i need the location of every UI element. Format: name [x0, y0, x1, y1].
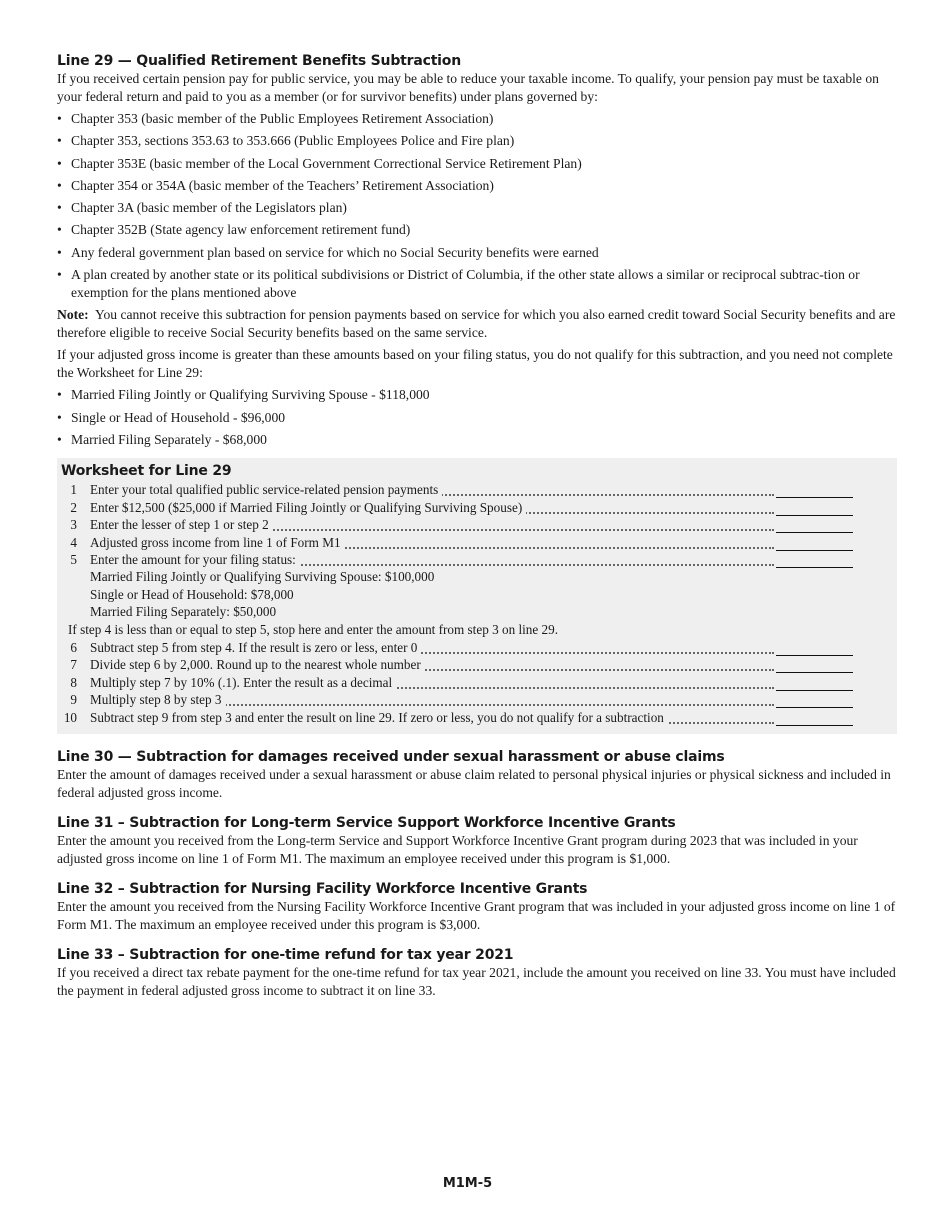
list-item: • Chapter 353, sections 353.63 to 353.666 (Public Employees Police and Fire plan)	[57, 132, 897, 150]
step-number: 3	[70, 517, 77, 533]
filing-amount: Married Filing Separately: $50,000	[90, 604, 277, 620]
line33-section	[57, 946, 897, 1000]
list-item: • Married Filing Jointly or Qualifying Surviving Spouse - $118,000	[57, 386, 897, 404]
line32-section	[57, 880, 897, 934]
line32-heading: Line 32 – Subtraction for Nursing Facility Workforce Incentive Grants	[57, 880, 588, 897]
list-item: • Chapter 353 (basic member of the Public Employees Retirement Association)	[57, 110, 897, 128]
step-text: Subtract step 5 from step 4. If the result is zero or less, enter 0	[90, 640, 421, 655]
step-text: Enter $12,500 ($25,000 if Married Filing Jointly or Qualifying Surviving Spouse)	[90, 500, 526, 515]
line30-text: Enter the amount of damages received under a sexual harassment or abuse claim related to personal physical injuries or physical sickness and included in federal adjusted gross income.	[57, 766, 891, 800]
step-entry-blank[interactable]	[776, 483, 853, 498]
line29-note	[57, 306, 897, 342]
step-number: 10	[63, 709, 77, 725]
step-entry-blank[interactable]	[776, 553, 853, 568]
line33-heading: Line 33 – Subtraction for one-time refund for tax year 2021	[57, 946, 514, 963]
line32-text: Enter the amount you received from the Nursing Facility Workforce Incentive Grant program that was included in your adjusted gross income on line 1 of Form M1. The maximum an employee received under this program is $3,000.	[57, 898, 896, 932]
worksheet-step	[57, 691, 897, 709]
step-entry-blank[interactable]	[776, 693, 853, 708]
step-entry-blank[interactable]	[776, 501, 853, 516]
note-text: You cannot receive this subtraction for pension payments based on service for which you also earned credit toward Social Security benefits and are therefore eligible to receive Social Security benefits based on the same service.	[57, 307, 896, 341]
step-number: 2	[70, 499, 77, 515]
line31-heading: Line 31 – Subtraction for Long-term Service Support Workforce Incentive Grants	[57, 814, 676, 831]
list-item: • Chapter 353E (basic member of the Local Government Correctional Service Retirement Plan)	[57, 155, 897, 173]
filing-amount: Married Filing Jointly or Qualifying Surviving Spouse: $100,000	[90, 569, 435, 585]
worksheet-step	[57, 638, 897, 656]
worksheet-step	[57, 498, 897, 516]
step-text: Adjusted gross income from line 1 of Form M1	[90, 535, 345, 550]
list-item: • Chapter 3A (basic member of the Legislators plan)	[57, 199, 897, 217]
step-entry-blank[interactable]	[776, 676, 853, 691]
list-item: • Chapter 354 or 354A (basic member of the Teachers’ Retirement Association)	[57, 177, 897, 195]
line29-heading: Line 29 — Qualified Retirement Benefits Subtraction	[57, 53, 461, 69]
step-number: 5	[70, 552, 77, 568]
step-number: 1	[70, 482, 77, 498]
worksheet-step	[57, 481, 897, 499]
step-entry-blank[interactable]	[776, 658, 853, 673]
filing-amount: Single or Head of Household: $78,000	[90, 586, 294, 602]
step-text: Multiply step 8 by step 3	[90, 692, 226, 707]
step-text: Subtract step 9 from step 3 and enter the result on line 29. If zero or less, you do not qualify for a subtraction	[90, 710, 668, 725]
worksheet-line29	[57, 458, 897, 734]
step-number: 7	[70, 657, 77, 673]
line31-text: Enter the amount you received from the Long-term Service and Support Workforce Incentive Grant program during 2023 that was included in your adjusted gross income on line 1 of Form M1. The maximum an employee received under this program is $1,000.	[57, 832, 858, 866]
worksheet-title: Worksheet for Line 29	[61, 462, 232, 479]
agi-limits-list	[57, 386, 897, 449]
note-label: Note:	[57, 307, 89, 323]
list-item: • Chapter 352B (State agency law enforcement retirement fund)	[57, 221, 897, 239]
step-number: 6	[70, 639, 77, 655]
worksheet-step	[57, 656, 897, 674]
line33-text: If you received a direct tax rebate payment for the one-time refund for tax year 2021, include the amount you received on line 33. You must have included the payment in federal adjusted gross income to subtract it on line 33.	[57, 964, 896, 998]
worksheet-step	[57, 673, 897, 691]
agi-text: If your adjusted gross income is greater than these amounts based on your filing status, you do not qualify for this subtraction, and you need not complete the Worksheet for Line 29:	[57, 347, 893, 381]
worksheet-step	[57, 708, 897, 726]
worksheet-step	[57, 551, 897, 569]
line31-section	[57, 814, 897, 868]
step-entry-blank[interactable]	[776, 536, 853, 551]
line30-section	[57, 748, 897, 802]
line30-heading: Line 30 — Subtraction for damages received under sexual harassment or abuse claims	[57, 748, 725, 765]
step-text: Divide step 6 by 2,000. Round up to the nearest whole number	[90, 657, 425, 672]
step-text: Enter the amount for your filing status:	[90, 552, 300, 567]
step-number: 4	[70, 534, 77, 550]
list-item: • Married Filing Separately - $68,000	[57, 431, 897, 449]
worksheet-step	[57, 533, 897, 551]
step-number: 8	[70, 674, 77, 690]
list-item: • Any federal government plan based on service for which no Social Security benefits were earned	[57, 244, 897, 262]
plans-list	[57, 110, 897, 302]
step-entry-blank[interactable]	[776, 518, 853, 533]
stop-note: If step 4 is less than or equal to step 5, stop here and enter the amount from step 3 on line 29.	[68, 621, 559, 637]
list-item: • A plan created by another state or its political subdivisions or District of Columbia, if the other state allows a similar or reciprocal subtrac-tion or exemption for the plans mentioned above	[57, 266, 897, 302]
step-number: 9	[70, 692, 77, 708]
step-entry-blank[interactable]	[776, 641, 853, 656]
list-item: • Single or Head of Household - $96,000	[57, 409, 897, 427]
page-content	[57, 52, 897, 1000]
step-text: Enter your total qualified public service-related pension payments	[90, 482, 442, 497]
step-entry-blank[interactable]	[776, 711, 853, 726]
worksheet-step	[57, 516, 897, 534]
line29-intro: If you received certain pension pay for public service, you may be able to reduce your taxable income. To qualify, your pension pay must be taxable on your federal return and paid to you as a member (or for survivor benefits) under plans governed by:	[57, 71, 879, 104]
page-label: M1M-5	[442, 1176, 493, 1191]
step-text: Multiply step 7 by 10% (.1). Enter the result as a decimal	[90, 675, 396, 690]
step-text: Enter the lesser of step 1 or step 2	[90, 517, 273, 532]
